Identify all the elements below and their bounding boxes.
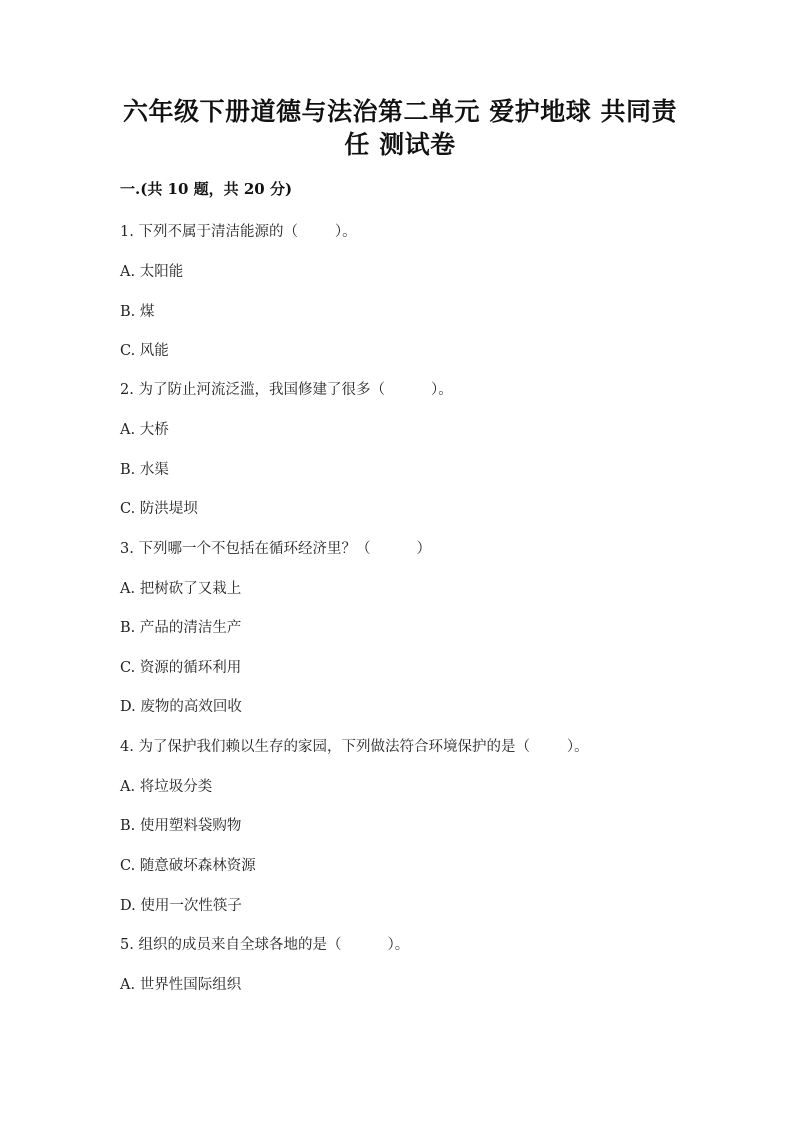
question-4-option-b: B. 使用塑料袋购物	[120, 818, 242, 834]
question-3-option-c: C. 资源的循环利用	[120, 660, 242, 676]
question-3-option-b: B. 产品的清洁生产	[120, 620, 242, 636]
title-line-2: 任 测试卷	[344, 130, 456, 159]
page-title	[100, 95, 700, 161]
question-1-option-a: A. 太阳能	[120, 264, 184, 280]
title-line-1: 六年级下册道德与法治第二单元 爱护地球 共同责	[123, 97, 677, 126]
question-4-stem: 4. 为了保护我们赖以生存的家园，下列做法符合环境保护的是（ ）。	[120, 739, 589, 755]
question-5-option-a: A. 世界性国际组织	[120, 977, 242, 993]
question-1-stem: 1. 下列不属于清洁能源的（ ）。	[120, 224, 357, 240]
question-1-option-b: B. 煤	[120, 304, 155, 320]
question-2-option-c: C. 防洪堤坝	[120, 501, 198, 517]
question-3-option-d: D. 废物的高效回收	[120, 699, 242, 715]
question-3-stem: 3. 下列哪一个不包括在循环经济里？（ ）	[120, 541, 432, 557]
question-2-stem: 2. 为了防止河流泛滥，我国修建了很多（ ）。	[120, 382, 453, 398]
question-1-option-c: C. 风能	[120, 343, 169, 359]
question-5-stem: 5. 组织的成员来自全球各地的是（ ）。	[120, 937, 410, 953]
section-heading: 一.(共 10 题，共 20 分)	[120, 180, 293, 198]
question-2-option-a: A. 大桥	[120, 422, 169, 438]
question-4-option-c: C. 随意破坏森林资源	[120, 858, 256, 874]
question-4-option-a: A. 将垃圾分类	[120, 779, 213, 795]
question-2-option-b: B. 水渠	[120, 462, 169, 478]
question-3-option-a: A. 把树砍了又栽上	[120, 581, 242, 597]
question-4-option-d: D. 使用一次性筷子	[120, 898, 242, 914]
